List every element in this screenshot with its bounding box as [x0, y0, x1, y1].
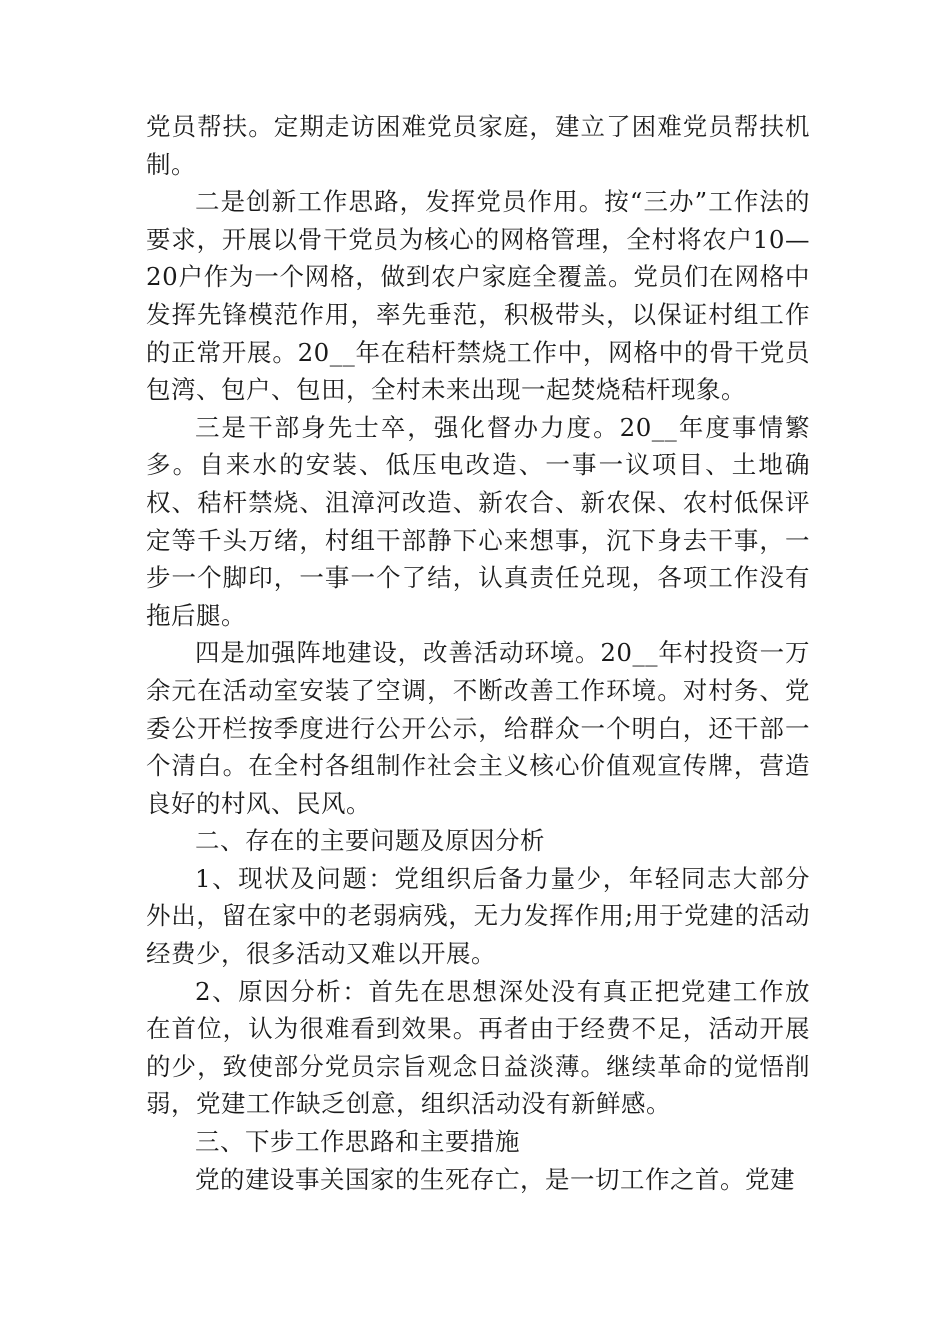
paragraph-cause-analysis: 2、原因分析：首先在思想深处没有真正把党建工作放在首位，认为很难看到效果。再者由于经费不足，活动开展的少，致使部分党员宗旨观念日益淡薄。继续革命的觉悟削弱，党建工作缺乏创意，组织活动没有新鲜感。	[146, 976, 810, 1119]
paragraph-status-issues: 1、现状及问题：党组织后备力量少，年轻同志大部分外出，留在家中的老弱病残，无力发挥作用;用于党建的活动经费少，很多活动又难以开展。	[146, 863, 810, 969]
paragraph-position-building: 四是加强阵地建设，改善活动环境。20__年村投资一万余元在活动室安装了空调，不断改善工作环境。对村务、党委公开栏按季度进行公开公示，给群众一个明白，还干部一个清白。在全村各组制作社会主义核心价值观宣传牌，营造良好的村风、民风。	[146, 638, 810, 818]
paragraph-continuation: 党员帮扶。定期走访困难党员家庭，建立了困难党员帮扶机制。	[146, 112, 810, 179]
section-heading-problems: 二、存在的主要问题及原因分析	[195, 826, 545, 856]
paragraph-innovation: 二是创新工作思路，发挥党员作用。按“三办”工作法的要求，开展以骨干党员为核心的网格管理，全村将农户10—20户作为一个网格，做到农户家庭全覆盖。党员们在网格中发挥先锋模范作用，率先垂范，积极带头，以保证村组工作的正常开展。20__年在秸杆禁烧工作中，网格中的骨干党员包湾、包户、包田，全村未来出现一起焚烧秸杆现象。	[146, 187, 810, 405]
paragraph-party-building: 党的建设事关国家的生死存亡，是一切工作之首。党建	[195, 1164, 795, 1194]
paragraph-cadres: 三是干部身先士卒，强化督办力度。20__年度事情繁多。自来水的安装、低压电改造、一事一议项目、土地确权、秸杆禁烧、沮漳河改造、新农合、新农保、农村低保评定等千头万绪，村组干部静下心来想事，沉下身去干事，一步一个脚印，一事一个了结，认真责任兑现，各项工作没有拖后腿。	[146, 412, 810, 630]
section-heading-next-steps: 三、下步工作思路和主要措施	[195, 1127, 520, 1157]
